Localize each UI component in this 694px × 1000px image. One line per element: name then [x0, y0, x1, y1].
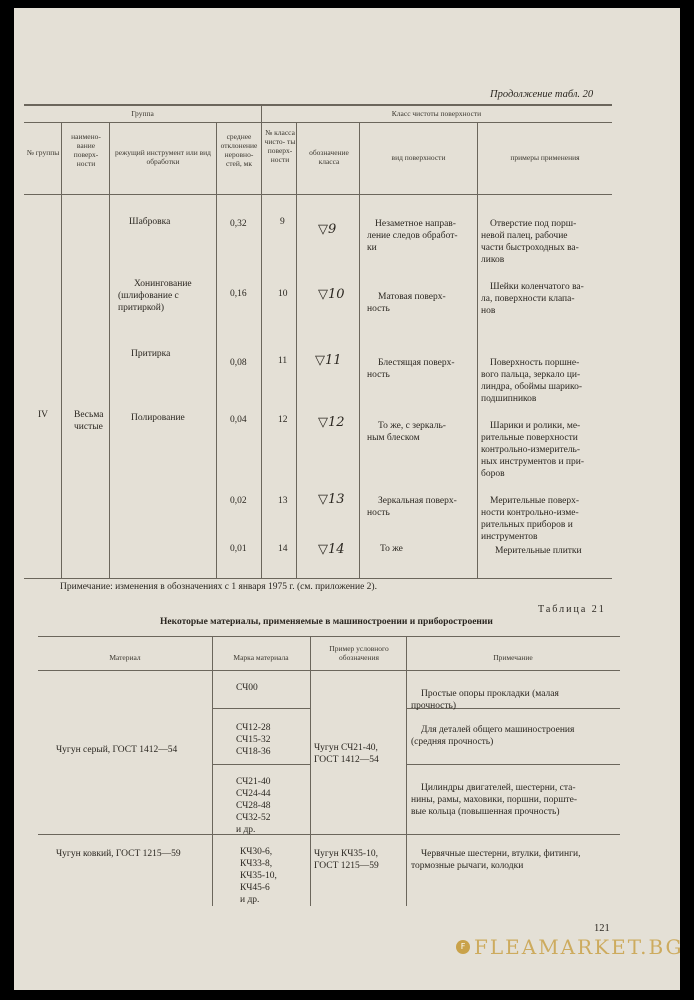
example-line: нов	[481, 306, 496, 316]
table20-note: Примечание: изменения в обозначениях с 1 января 1975 г. (см. приложение 2).	[60, 582, 377, 592]
deviation-value: 0,16	[230, 289, 247, 299]
note-text: нины, рамы, маховики, поршни, порште-	[411, 795, 578, 805]
notes-subrule	[406, 764, 620, 765]
deviation-value: 0,02	[230, 496, 247, 506]
example-line: ных инструментов и при-	[481, 457, 584, 467]
header-surface-kind: вид поверхности	[391, 153, 446, 162]
example-line: вого пальца, зеркало ци-	[481, 370, 581, 380]
col-sep	[261, 104, 262, 578]
table20-caption: Продолжение табл. 20	[490, 89, 594, 100]
col-sep	[477, 122, 478, 578]
class-number: 9	[280, 217, 285, 227]
designation-example: ГОСТ 1412—54	[314, 755, 379, 765]
class-number: 10	[278, 289, 288, 299]
example-line: Мерительные поверх-	[490, 496, 580, 506]
watermark-logo-icon: F	[456, 940, 470, 954]
tool-text: притиркой)	[118, 303, 165, 313]
page-number: 121	[594, 923, 610, 934]
note-text: Простые опоры прокладки (малая	[421, 689, 559, 699]
header-examples: примеры применения	[510, 153, 580, 162]
example-line: Мерительные плитки	[495, 546, 582, 556]
note-text: (средняя прочность)	[411, 737, 494, 747]
example-line: ла, поверхности клапа-	[481, 294, 575, 304]
material-mark: КЧ33-8,	[240, 859, 273, 869]
designation-example: Чугун СЧ21-40,	[314, 743, 378, 753]
roughness-symbol: ▽10	[318, 287, 345, 302]
surface-kind-line: ность	[367, 304, 390, 314]
note-text: прочность)	[411, 701, 457, 711]
col-sep	[212, 636, 213, 906]
material-mark: СЧ18-36	[236, 747, 271, 757]
col-sep	[61, 122, 62, 578]
example-line: Отверстие под порш-	[490, 219, 577, 229]
example-line: инструментов	[481, 532, 538, 542]
tool-text: Притирка	[131, 349, 171, 359]
material-mark: СЧ21-40	[236, 777, 271, 787]
deviation-value: 0,04	[230, 415, 247, 425]
col-sep	[216, 122, 217, 578]
example-line: Шарики и ролики, ме-	[490, 421, 581, 431]
surface-kind-line: Зеркальная поверх-	[378, 496, 457, 506]
roughness-symbol: ▽13	[318, 492, 345, 507]
deviation-value: 0,01	[230, 544, 247, 554]
tool-text: (шлифование с	[118, 291, 179, 301]
material-mark: КЧ30-6,	[240, 847, 273, 857]
header-group: Группа	[131, 109, 154, 118]
example-line: части быстроходных ва-	[481, 243, 579, 253]
example-line: ликов	[481, 255, 505, 265]
material-mark: СЧ12-28	[236, 723, 271, 733]
surface-kind-line: Блестящая поверх-	[378, 358, 455, 368]
material-mark: КЧ35-10,	[240, 871, 277, 881]
header-deviation: среднее отклонение неровно- стей, мк	[220, 132, 258, 168]
example-line: Поверхность поршне-	[490, 358, 580, 368]
header-designation-example: Пример условного обозначения	[329, 644, 389, 662]
table21-header-rule	[38, 670, 620, 671]
book-page	[14, 8, 684, 990]
note-text: вые кольца (повышенная прочность)	[411, 807, 560, 817]
header-group-no: № группы	[26, 148, 60, 157]
class-number: 12	[278, 415, 288, 425]
table20-top-rule	[24, 104, 612, 106]
surface-kind-line: ность	[367, 508, 390, 518]
note-text: Для деталей общего машиностроения	[421, 725, 575, 735]
example-line: рительных приборов и	[481, 520, 573, 530]
table21-caption: Таблица 21	[538, 604, 606, 615]
col-sep	[310, 636, 311, 906]
class-number: 13	[278, 496, 288, 506]
header-class: Класс чистоты поверхности	[391, 109, 482, 118]
material-mark: СЧ32-52	[236, 813, 271, 823]
surface-kind-line: Незаметное направ-	[375, 219, 456, 229]
header-note: Примечание	[493, 653, 533, 662]
table20-header-rule	[24, 122, 612, 123]
table21-row-rule	[38, 834, 620, 835]
roughness-symbol: ▽11	[315, 353, 342, 368]
material-mark: СЧ00	[236, 683, 258, 693]
marks-subrule	[212, 764, 310, 765]
tool-text: Шабровка	[129, 217, 171, 227]
group-name-line1: Весьма	[74, 410, 104, 420]
roughness-symbol: ▽9	[318, 222, 337, 237]
header-class-mark: обозначение класса	[309, 148, 349, 166]
class-number: 11	[278, 356, 288, 366]
material-mark: СЧ24-44	[236, 789, 271, 799]
class-number: 14	[278, 544, 288, 554]
example-line: ности контрольно-изме-	[481, 508, 579, 518]
marks-subrule	[212, 708, 310, 709]
group-name-line2: чистые	[74, 422, 103, 432]
table20-body-rule	[24, 194, 612, 195]
col-sep	[109, 122, 110, 578]
material-mark: и др.	[236, 825, 256, 835]
note-text: Цилиндры двигателей, шестерни, ста-	[421, 783, 576, 793]
header-class-no: № класса чисто- ты поверх- ности	[264, 128, 296, 164]
header-name: наимено- вание поверх- ности	[71, 132, 101, 168]
example-line: подшипников	[481, 394, 537, 404]
example-line: линдра, обоймы шарико-	[481, 382, 583, 392]
col-sep	[359, 122, 360, 578]
example-line: боров	[481, 469, 505, 479]
tool-text: Хонингование	[134, 279, 192, 289]
surface-kind-line: Матовая поверх-	[378, 292, 446, 302]
material-name: Чугун ковкий, ГОСТ 1215—59	[56, 849, 181, 859]
material-mark: СЧ28-48	[236, 801, 271, 811]
example-line: невой палец, рабочие	[481, 231, 568, 241]
designation-example: Чугун КЧ35-10,	[314, 849, 378, 859]
material-name: Чугун серый, ГОСТ 1412—54	[56, 745, 178, 755]
group-number: IV	[38, 410, 49, 420]
surface-kind-line: ным блеском	[367, 433, 420, 443]
example-line: рительные поверхности	[481, 433, 578, 443]
col-sep	[406, 636, 407, 906]
table21-title: Некоторые материалы, применяемые в машиностроении и приборостроении	[160, 617, 493, 627]
note-text: тормозные рычаги, колодки	[411, 861, 524, 871]
header-tool: режущий инструмент или вид обработки	[115, 148, 211, 166]
material-mark: КЧ45-6	[240, 883, 270, 893]
header-material-mark: Марка материала	[233, 653, 289, 662]
roughness-symbol: ▽14	[318, 542, 345, 557]
table20-bottom-rule	[24, 578, 612, 579]
surface-kind-line: То же, с зеркаль-	[378, 421, 446, 431]
watermark-text: FLEAMARKET.BG	[474, 935, 684, 959]
surface-kind-line: То же	[380, 544, 403, 554]
note-text: Червячные шестерни, втулки, фитинги,	[421, 849, 581, 859]
deviation-value: 0,32	[230, 219, 247, 229]
material-mark: и др.	[240, 895, 260, 905]
example-line: Шейки коленчатого ва-	[490, 282, 584, 292]
example-line: контрольно-измеритель-	[481, 445, 581, 455]
col-sep	[296, 122, 297, 578]
surface-kind-line: ность	[367, 370, 390, 380]
designation-example: ГОСТ 1215—59	[314, 861, 379, 871]
tool-text: Полирование	[131, 413, 185, 423]
material-mark: СЧ15-32	[236, 735, 271, 745]
surface-kind-line: ление следов обработ-	[367, 231, 458, 241]
table21-top-rule	[38, 636, 620, 637]
deviation-value: 0,08	[230, 358, 247, 368]
header-material: Материал	[109, 653, 141, 662]
surface-kind-line: ки	[367, 243, 377, 253]
roughness-symbol: ▽12	[318, 415, 345, 430]
